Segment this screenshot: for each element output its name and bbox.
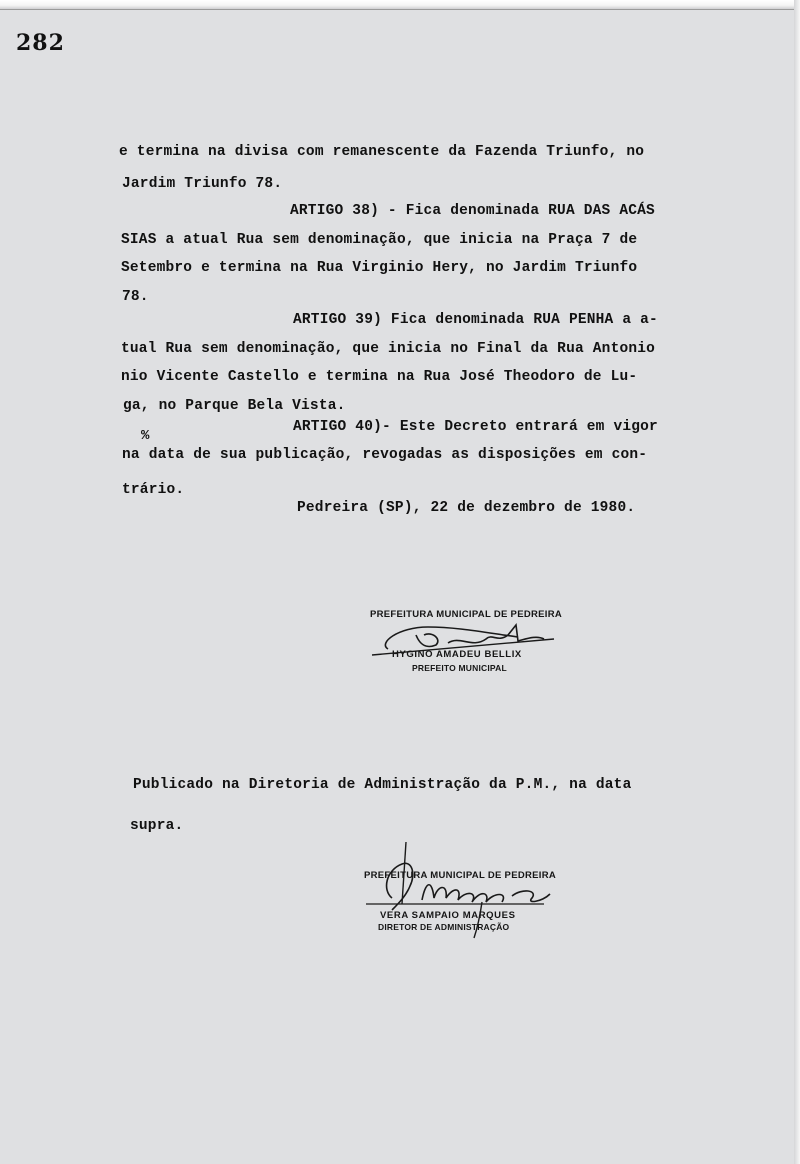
page-top-edge	[0, 0, 800, 10]
article-38-heading: ARTIGO 38) - Fica denominada RUA DAS ACÁS	[290, 203, 655, 219]
stamp-name: HYGINO AMADEU BELLIX	[392, 649, 522, 660]
publication-line: Publicado na Diretoria de Administração da P.M., na data	[133, 777, 632, 793]
body-line: SIAS a atual Rua sem denominação, que inicia na Praça 7 de	[121, 232, 638, 248]
body-line: nio Vicente Castello e termina na Rua José Theodoro de Lu-	[121, 369, 638, 385]
article-40-heading: ARTIGO 40)- Este Decreto entrará em vigor	[293, 419, 658, 435]
body-line: ga, no Parque Bela Vista.	[123, 398, 346, 414]
date-line: Pedreira (SP), 22 de dezembro de 1980.	[297, 500, 636, 516]
body-line: Jardim Triunfo 78.	[122, 176, 283, 192]
publication-line: supra.	[130, 818, 184, 834]
margin-mark: %	[141, 428, 150, 444]
stamp-title: PREFEITO MUNICIPAL	[412, 663, 507, 673]
mayor-signature-stamp	[368, 605, 568, 685]
page-right-edge	[794, 0, 800, 1164]
stamp-header: PREFEITURA MUNICIPAL DE PEDREIRA	[364, 870, 557, 881]
page-number: 282	[16, 30, 65, 56]
body-line: na data de sua publicação, revogadas as disposições em con-	[122, 447, 648, 463]
body-line: tual Rua sem denominação, que inicia no Final da Rua Antonio	[121, 341, 656, 357]
body-line: 78.	[122, 289, 149, 305]
stamp-title: DIRETOR DE ADMINISTRAÇÃO	[378, 922, 510, 932]
body-line: e termina na divisa com remanescente da Fazenda Triunfo, no	[119, 144, 645, 160]
stamp-header: PREFEITURA MUNICIPAL DE PEDREIRA	[370, 609, 563, 620]
body-line: trário.	[122, 482, 185, 498]
body-line: Setembro e termina na Rua Virginio Hery, no Jardim Triunfo	[121, 260, 638, 276]
director-signature-stamp	[362, 840, 562, 950]
stamp-name: VERA SAMPAIO MARQUES	[380, 910, 516, 921]
article-39-heading: ARTIGO 39) Fica denominada RUA PENHA a a-	[293, 312, 658, 328]
